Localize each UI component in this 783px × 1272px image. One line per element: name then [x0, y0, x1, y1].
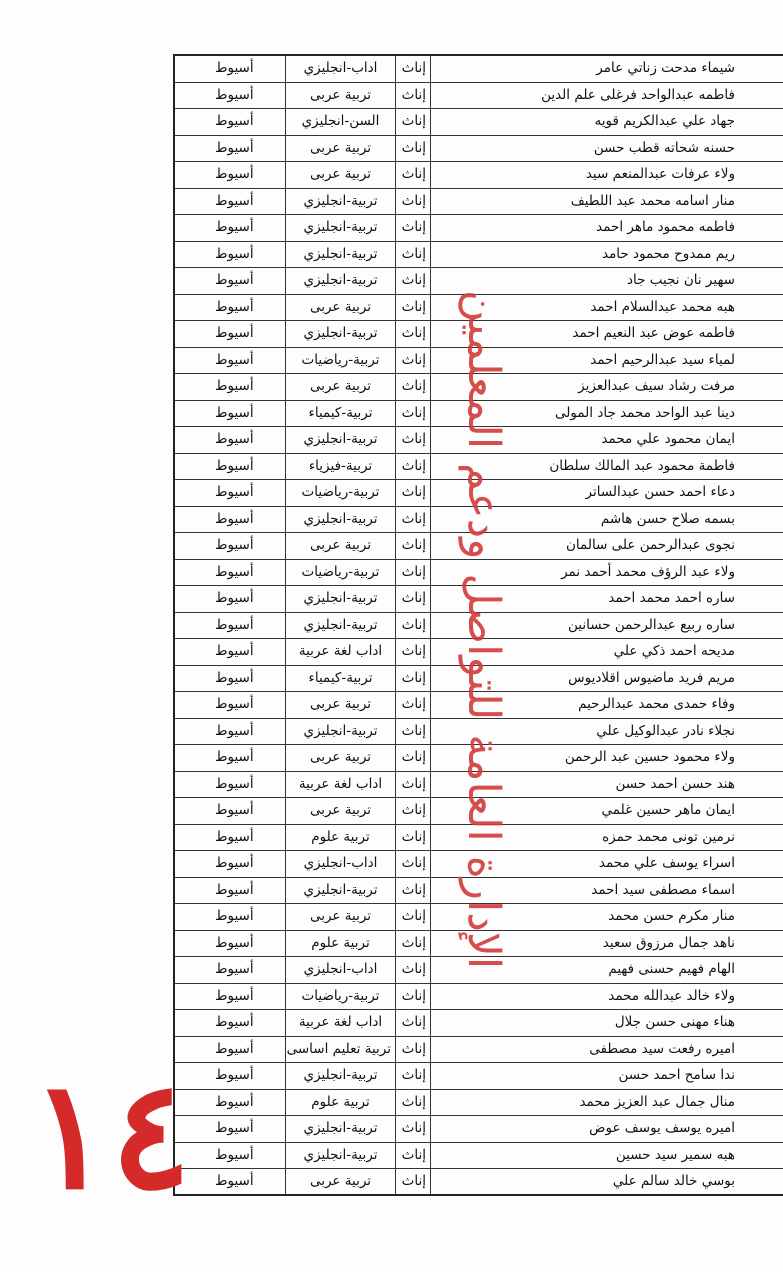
name-cell: حسنه شحاته قطب حسن	[430, 136, 783, 162]
governorate-cell: أسيوط	[215, 722, 254, 739]
department-cell: تربية-انجليزي	[285, 189, 395, 215]
name-cell: اميره يوسف يوسف عوض	[430, 1116, 783, 1142]
department-cell: اداب لغة عربية	[285, 1010, 395, 1036]
name-cell: نجوى عبدالرحمن على سالمان	[430, 533, 783, 559]
governorate-cell: أسيوط	[215, 908, 254, 924]
gender-cell: إناث	[395, 1169, 430, 1194]
gender-cell: إناث	[395, 1063, 430, 1089]
department-cell: تربية-انجليزي	[285, 242, 395, 268]
department-cell: اداب-انجليزي	[285, 957, 395, 983]
department-cell: تربية-انجليزي	[285, 507, 395, 533]
gender-cell: إناث	[395, 772, 430, 798]
red-handwritten-stamp: الإدارة العامة للتواصل ودعم المعلمين	[458, 290, 509, 970]
table-row	[175, 215, 783, 242]
gender-cell: إناث	[395, 692, 430, 718]
name-cell: ولاء محمود حسين عبد الرحمن	[430, 745, 783, 771]
governorate-cell: أسيوط	[215, 219, 254, 235]
table-row	[175, 136, 783, 163]
table-row	[175, 242, 783, 269]
department-cell: تربية عربى	[285, 798, 395, 824]
gender-cell: إناث	[395, 560, 430, 586]
name-cell: وفاء حمدى محمد عبدالرحيم	[430, 692, 783, 718]
name-cell: منار مكرم حسن محمد	[430, 904, 783, 930]
name-cell: لمياء سيد عبدالرحيم احمد	[430, 348, 783, 374]
governorate-cell: أسيوط	[215, 961, 254, 977]
department-cell: تربية علوم	[285, 931, 395, 957]
department-cell: تربية-انجليزي	[285, 719, 395, 745]
gender-cell: إناث	[395, 639, 430, 665]
gender-cell: إناث	[395, 798, 430, 824]
gender-cell: إناث	[395, 719, 430, 745]
name-cell: ريم ممدوح محمود حامد	[430, 242, 783, 268]
name-cell: هبه سمير سيد حسين	[430, 1143, 783, 1169]
name-cell: فاطمة محمود عبد المالك سلطان	[430, 454, 783, 480]
gender-cell: إناث	[395, 666, 430, 692]
gender-cell: إناث	[395, 83, 430, 109]
department-cell: تربية-فيزياء	[285, 454, 395, 480]
name-cell: نجلاء نادر عبدالوكيل علي	[430, 719, 783, 745]
gender-cell: إناث	[395, 268, 430, 294]
governorate-cell: أسيوط	[215, 166, 254, 182]
department-cell: تربية عربى	[285, 295, 395, 321]
name-cell: ولاء خالد عبدالله محمد	[430, 984, 783, 1010]
name-cell: ساره احمد محمد احمد	[430, 586, 783, 612]
department-cell: تربية عربى	[285, 745, 395, 771]
governorate-cell: أسيوط	[215, 934, 254, 951]
name-cell: مديحه احمد ذكي علي	[430, 639, 783, 665]
name-cell: شيماء مدحت زناتي عامر	[430, 56, 783, 82]
department-cell: تربية علوم	[285, 1090, 395, 1116]
page-number: ١٤	[30, 1047, 192, 1223]
governorate-cell: أسيوط	[215, 1146, 254, 1163]
governorate-cell: أسيوط	[215, 1093, 254, 1110]
gender-cell: إناث	[395, 878, 430, 904]
department-cell: اداب-انجليزي	[285, 851, 395, 877]
department-cell: تربية-انجليزي	[285, 427, 395, 453]
department-cell: اداب لغة عربية	[285, 639, 395, 665]
name-cell: مرفت رشاد سيف عبدالعزيز	[430, 374, 783, 400]
governorate-cell: أسيوط	[215, 484, 254, 500]
table-row	[175, 109, 783, 136]
name-cell: ناهد جمال مرزوق سعيد	[430, 931, 783, 957]
governorate-cell: أسيوط	[215, 828, 254, 845]
governorate-cell: أسيوط	[215, 1173, 254, 1189]
governorate-cell: أسيوط	[215, 325, 254, 341]
name-cell: ساره ربيع عبدالرحمن حسانين	[430, 613, 783, 639]
name-cell: نرمين تونى محمد حمزه	[430, 825, 783, 851]
name-cell: بسمه صلاح حسن هاشم	[430, 507, 783, 533]
department-cell: تربية عربى	[285, 904, 395, 930]
name-cell: هناء مهنى حسن جلال	[430, 1010, 783, 1036]
department-cell: تربية عربى	[285, 136, 395, 162]
governorate-cell: أسيوط	[215, 404, 254, 421]
governorate-cell: أسيوط	[215, 537, 254, 553]
table-row	[175, 189, 783, 216]
department-cell: تربية عربى	[285, 374, 395, 400]
governorate-cell: أسيوط	[215, 987, 254, 1004]
governorate-cell: أسيوط	[215, 643, 254, 659]
name-cell: ايمان ماهر حسين غلمي	[430, 798, 783, 824]
department-cell: اداب-انجليزي	[285, 56, 395, 82]
name-cell: بوسي خالد سالم علي	[430, 1169, 783, 1194]
gender-cell: إناث	[395, 1143, 430, 1169]
gender-cell: إناث	[395, 427, 430, 453]
governorate-cell: أسيوط	[215, 457, 254, 474]
name-cell: الهام فهيم حسنى فهيم	[430, 957, 783, 983]
gender-cell: إناث	[395, 957, 430, 983]
department-cell: تربية عربى	[285, 83, 395, 109]
gender-cell: إناث	[395, 321, 430, 347]
gender-cell: إناث	[395, 745, 430, 771]
department-cell: تربية-انجليزي	[285, 321, 395, 347]
department-cell: تربية-انجليزي	[285, 613, 395, 639]
gender-cell: إناث	[395, 1010, 430, 1036]
department-cell: تربية-رياضيات	[285, 348, 395, 374]
governorate-cell: أسيوط	[215, 775, 254, 792]
gender-cell: إناث	[395, 136, 430, 162]
department-cell: اداب لغة عربية	[285, 772, 395, 798]
gender-cell: إناث	[395, 401, 430, 427]
department-cell: تربية عربى	[285, 533, 395, 559]
governorate-cell: أسيوط	[215, 1120, 254, 1136]
gender-cell: إناث	[395, 374, 430, 400]
name-cell: منار اسامه محمد عبد اللطيف	[430, 189, 783, 215]
governorate-cell: أسيوط	[215, 590, 254, 606]
department-cell: تربية عربى	[285, 1169, 395, 1194]
department-cell: تربية تعليم اساسى	[285, 1037, 395, 1063]
name-cell: سهير نان نجيب جاد	[430, 268, 783, 294]
name-cell: ايمان محمود علي محمد	[430, 427, 783, 453]
gender-cell: إناث	[395, 162, 430, 188]
department-cell: تربية-انجليزي	[285, 1063, 395, 1089]
gender-cell: إناث	[395, 56, 430, 82]
gender-cell: إناث	[395, 480, 430, 506]
department-cell: تربية-كيمياء	[285, 401, 395, 427]
governorate-cell: أسيوط	[215, 749, 254, 765]
name-cell: دعاء احمد حسن عبدالساتر	[430, 480, 783, 506]
department-cell: تربية عربى	[285, 692, 395, 718]
gender-cell: إناث	[395, 1090, 430, 1116]
table-row	[175, 162, 783, 189]
name-cell: هبه محمد عبدالسلام احمد	[430, 295, 783, 321]
gender-cell: إناث	[395, 586, 430, 612]
gender-cell: إناث	[395, 1116, 430, 1142]
department-cell: تربية-انجليزي	[285, 1116, 395, 1142]
department-cell: تربية عربى	[285, 162, 395, 188]
governorate-cell: أسيوط	[215, 60, 254, 76]
gender-cell: إناث	[395, 215, 430, 241]
governorate-cell: أسيوط	[215, 510, 254, 527]
governorate-cell: أسيوط	[215, 881, 254, 898]
department-cell: تربية-رياضيات	[285, 560, 395, 586]
gender-cell: إناث	[395, 904, 430, 930]
gender-cell: إناث	[395, 825, 430, 851]
governorate-cell: أسيوط	[215, 139, 254, 156]
governorate-cell: أسيوط	[215, 298, 254, 315]
name-cell: ندا سامح احمد حسن	[430, 1063, 783, 1089]
name-cell: فاطمه محمود ماهر احمد	[430, 215, 783, 241]
department-cell: تربية-انجليزي	[285, 586, 395, 612]
name-cell: هند حسن احمد حسن	[430, 772, 783, 798]
governorate-cell: أسيوط	[215, 378, 254, 394]
department-cell: تربية-رياضيات	[285, 480, 395, 506]
name-cell: منال جمال عبد العزيز محمد	[430, 1090, 783, 1116]
name-cell: اسراء يوسف علي محمد	[430, 851, 783, 877]
governorate-cell: أسيوط	[215, 669, 254, 686]
name-cell: فاطمه عوض عبد النعيم احمد	[430, 321, 783, 347]
department-cell: تربية-انجليزي	[285, 878, 395, 904]
governorate-cell: أسيوط	[215, 245, 254, 262]
governorate-cell: أسيوط	[215, 272, 254, 288]
governorate-cell: أسيوط	[215, 1040, 254, 1057]
name-cell: اميره رفعت سيد مصطفى	[430, 1037, 783, 1063]
gender-cell: إناث	[395, 348, 430, 374]
gender-cell: إناث	[395, 295, 430, 321]
governorate-cell: أسيوط	[215, 431, 254, 447]
department-cell: تربية علوم	[285, 825, 395, 851]
department-cell: تربية-كيمياء	[285, 666, 395, 692]
governorate-cell: أسيوط	[215, 802, 254, 818]
table-row	[175, 56, 783, 83]
name-cell: جهاد علي عبدالكريم قويه	[430, 109, 783, 135]
name-cell: اسماء مصطفى سيد احمد	[430, 878, 783, 904]
gender-cell: إناث	[395, 931, 430, 957]
governorate-cell: أسيوط	[215, 696, 254, 712]
gender-cell: إناث	[395, 851, 430, 877]
department-cell: السن-انجليزي	[285, 109, 395, 135]
name-cell: دينا عبد الواحد محمد جاد المولى	[430, 401, 783, 427]
gender-cell: إناث	[395, 109, 430, 135]
governorate-cell: أسيوط	[215, 1067, 254, 1083]
gender-cell: إناث	[395, 189, 430, 215]
name-cell: ولاء عبد الرؤف محمد أحمد نمر	[430, 560, 783, 586]
department-cell: تربية-رياضيات	[285, 984, 395, 1010]
gender-cell: إناث	[395, 507, 430, 533]
governorate-cell: أسيوط	[215, 1014, 254, 1030]
department-cell: تربية-انجليزي	[285, 215, 395, 241]
gender-cell: إناث	[395, 533, 430, 559]
department-cell: تربية-انجليزي	[285, 1143, 395, 1169]
name-cell: ولاء عرفات عبدالمنعم سيد	[430, 162, 783, 188]
governorate-cell: أسيوط	[215, 113, 254, 129]
governorate-cell: أسيوط	[215, 616, 254, 633]
name-cell: فاطمه عبدالواحد فرغلى علم الدين	[430, 83, 783, 109]
gender-cell: إناث	[395, 613, 430, 639]
department-cell: تربية-انجليزي	[285, 268, 395, 294]
table-row	[175, 83, 783, 110]
gender-cell: إناث	[395, 242, 430, 268]
gender-cell: إناث	[395, 984, 430, 1010]
name-cell: مريم فريد ماضيوس اقلاديوس	[430, 666, 783, 692]
governorate-cell: أسيوط	[215, 192, 254, 209]
gender-cell: إناث	[395, 454, 430, 480]
governorate-cell: أسيوط	[215, 855, 254, 871]
gender-cell: إناث	[395, 1037, 430, 1063]
governorate-cell: أسيوط	[215, 351, 254, 368]
governorate-cell: أسيوط	[215, 86, 254, 103]
governorate-cell: أسيوط	[215, 563, 254, 580]
